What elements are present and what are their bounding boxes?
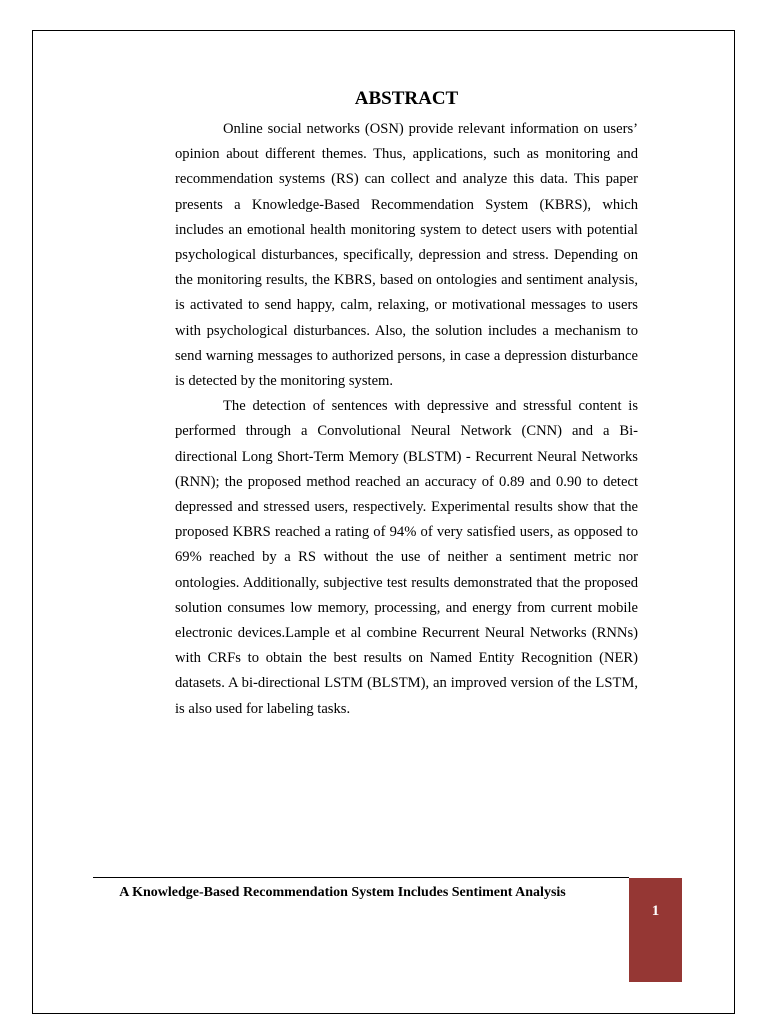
abstract-body xyxy=(175,117,638,722)
abstract-paragraph-1: Online social networks (OSN) provide relevant information on users’ opinion about different themes. Thus, applications, such as monitoring and recommendation systems (RS) can collect and analyze this data. This paper presents a Knowledge-Based Recommendation System (KBRS), which includes an emotional health monitoring system to detect users with potential psychological disturbances, specifically, depression and stress. Depending on the monitoring results, the KBRS, based on ontologies and sentiment analysis, is activated to send happy, calm, relaxing, or motivational messages to users with psychological disturbances. Also, the solution includes a mechanism to send warning messages to authorized persons, in case a depression disturbance is detected by the monitoring system. xyxy=(175,121,638,390)
page-number-badge xyxy=(629,878,682,982)
abstract-heading: ABSTRACT xyxy=(354,88,459,109)
footer-title: A Knowledge-Based Recommendation System Includes Sentiment Analysis xyxy=(119,885,566,900)
abstract-paragraph-2: The detection of sentences with depressive and stressful content is performed through a Convolutional Neural Network (CNN) and a Bi-directional Long Short-Term Memory (BLSTM) - Recurrent Neural Networks (RNN); the proposed method reached an accuracy of 0.89 and 0.90 to detect depressed and stressed users, respectively. Experimental results show that the proposed KBRS reached a rating of 94% of very satisfied users, as opposed to 69% reached by a RS without the use of neither a sentiment metric nor ontologies. Additionally, subjective test results demonstrated that the proposed solution consumes low memory, processing, and energy from current mobile electronic devices.Lample et al combine Recurrent Neural Networks (RNNs) with CRFs to obtain the best results on Named Entity Recognition (NER) datasets. A bi-directional LSTM (BLSTM), an improved version of the LSTM, is also used for labeling tasks. xyxy=(175,398,638,717)
page-number: 1 xyxy=(651,903,660,919)
footer-divider xyxy=(93,877,629,878)
